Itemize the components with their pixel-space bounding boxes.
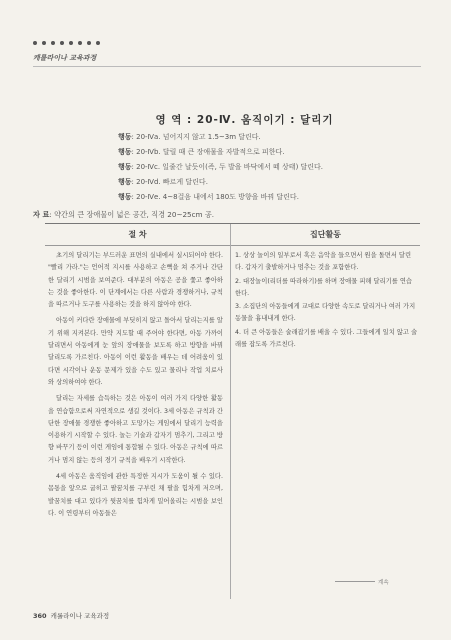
dot-icon <box>96 41 100 45</box>
procedure-paragraph: 아동이 커다란 장애물에 부딪히지 않고 돌아서 달리는지를 알기 위해 지켜본다. 만약 지도할 때 주어야 한다면, 아동 가까이 달리면서 아동에게 눈 앞의 장애물을 보도록 하고 방향을 바꿔 달리도록 가르친다. 아동이 이런 활동을 배우는 데 어려움이 있다면 시각이나 운동 문제가 있을 수도 있고 물리나 작업 치료사와 상의하여야 한다. <box>48 317 223 386</box>
materials-text: : 약간의 큰 장애물이 넓은 공간, 직경 20~25cm 공. <box>49 210 215 219</box>
procedure-header: 절 차 <box>45 224 230 246</box>
group-activity-column <box>235 250 418 352</box>
column-divider <box>230 224 231 599</box>
domain-title: 영 역 : 20-Ⅳ. 움직이기 : 달리기 <box>155 114 334 126</box>
materials-line <box>33 210 214 220</box>
goal-item <box>118 190 323 205</box>
goal-key: 행동 <box>118 148 132 156</box>
header-divider <box>33 66 421 67</box>
procedure-paragraph: 4세 아동은 움직임에 관한 특정한 지시가 도움이 될 수 있다. 몸통을 앞으로 굽히고 팔꿈치를 구부린 채 팔을 힘차게 저으며, 발꿈치를 대고 있다가 뒷꿈치를 힘차게 밀어올리는 시범을 보인다. 이 연령부터 아동들은 <box>48 473 223 517</box>
goal-key: 행동 <box>118 178 132 186</box>
procedure-paragraph: 달리는 자세를 습득하는 것은 아동이 여러 가지 다양한 활동을 연습함으로써 자연적으로 생길 것이다. 3세 아동은 규칙과 간단한 장애물 경쟁한 좋아하고 도망가는 게임에서 달리기 능력을 이용하기 시작할 수 있다. 놀는 기술과 갑자기 멈추기, 그리고 방향 바꾸기 등이 이런 게임에 통합될 수 있다. 아동은 규칙에 따르거나 멈지 않는 등의 경기 규칙을 배우기 시작한다. <box>48 395 223 464</box>
footer-title: 캐롤라이나 교육과정 <box>50 612 110 620</box>
goal-key: 행동 <box>118 133 132 141</box>
procedure-paragraph: 초기의 달리기는 부드러운 표면의 실내에서 실시되어야 한다. "빨리 가라."는 언어적 지시를 사용하고 손뼉을 쳐 주거나 간단한 달리기 시범을 보여준다. 대부분의 아동은 공을 쫓고 좋아하는 것을 좋아한다. 이 단계에서는 다른 사람과 경쟁하거나, 규칙을 따르거나 도구를 사용하는 것을 하지 않아야 한다. <box>48 252 223 309</box>
dot-icon <box>42 41 46 45</box>
activity-table <box>45 223 420 599</box>
goal-key: 행동 <box>118 163 132 171</box>
goal-text: : 20-Ⅳa. 넘어지지 않고 1.5~3m 달린다. <box>131 133 261 141</box>
continue-rule <box>335 581 375 582</box>
page-number: 360 <box>33 612 47 620</box>
continue-mark: 계속 <box>378 580 389 586</box>
goal-text: : 20-Ⅳc. 일줄간 날듯이(즉, 두 발을 바닥에서 떼 상태) 달린다. <box>131 163 324 171</box>
page-footer <box>33 611 109 620</box>
goal-text: : 20-Ⅳb. 달릴 때 큰 장애물을 자발적으로 피한다. <box>131 148 285 156</box>
running-header: 캐롤라이나 교육과정 <box>33 54 97 62</box>
goal-list <box>118 130 323 205</box>
dot-icon <box>60 41 64 45</box>
goal-key: 행동 <box>118 193 132 201</box>
materials-key: 자 료 <box>33 210 50 219</box>
activity-item: 2. 대장놀이(리더를 따라하기)를 하며 장애물 피해 달리기를 연습한다. <box>235 277 413 297</box>
goal-text: : 20-Ⅳe. 4~8걸음 내에서 180도 방향을 바꿔 달린다. <box>131 193 299 201</box>
activity-item: 3. 소집단의 아동들에게 교대로 다양한 속도로 달리거나 여러 가지 동물을 흉내내게 한다. <box>235 303 416 323</box>
procedure-column <box>48 250 223 524</box>
goal-item <box>118 145 323 160</box>
group-activity-header: 집단활동 <box>231 224 420 246</box>
dot-icon <box>78 41 82 45</box>
goal-text: : 20-Ⅳd. 빠르게 달린다. <box>131 178 208 186</box>
goal-item <box>118 130 323 145</box>
dot-icon <box>87 41 91 45</box>
dot-icon <box>33 41 37 45</box>
domain-section <box>73 104 416 202</box>
header-dots <box>33 41 100 45</box>
dot-icon <box>51 41 55 45</box>
goal-item <box>118 175 323 190</box>
goal-item <box>118 160 323 175</box>
dot-icon <box>69 41 73 45</box>
activity-item: 4. 더 큰 아동들은 술래잡기를 배울 수 있다. 그들에게 일치 않고 술래를 잡도록 가르친다. <box>235 328 418 349</box>
activity-item: 1. 상상 놀이의 일부로서 혹은 음악을 들으면서 원을 돌면서 달린다. 갑자기 출발하거나 멈추는 것을 포함한다. <box>235 252 412 272</box>
